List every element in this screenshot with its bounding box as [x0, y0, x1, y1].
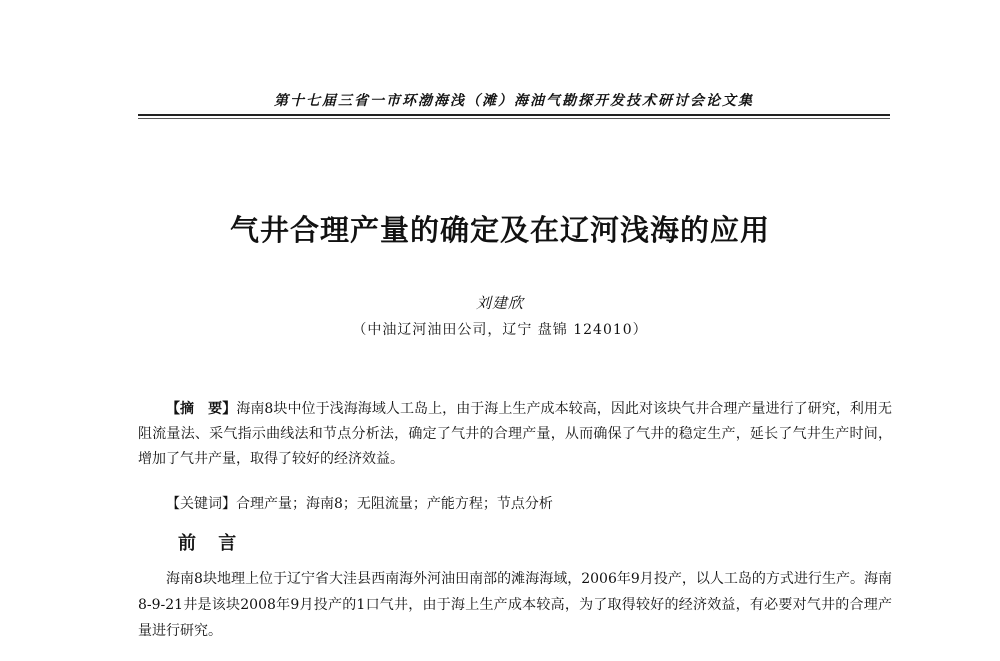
abstract-text: 海南8块中位于浅海海域人工岛上，由于海上生产成本较高，因此对该块气井合理产量进行了研究，利用无阻流量法、采气指示曲线法和节点分析法，确定了气井的合理产量，从而确保了气井的稳定生产，延长了气井生产时间，增加了气井产量，取得了较好的经济效益。	[138, 401, 893, 467]
keywords	[166, 492, 892, 517]
abstract-label: 【摘 要】	[166, 401, 237, 417]
author-affiliation: （中油辽河油田公司，辽宁 盘锦 124010）	[352, 322, 648, 338]
section-heading-preface: 前 言	[178, 533, 245, 554]
author-name: 刘建欣	[475, 294, 524, 312]
header-rule-thin	[138, 118, 890, 119]
keywords-label: 【关键词】	[166, 496, 236, 512]
intro-paragraph: 海南8块地理上位于辽宁省大洼县西南海外河油田南部的滩海海域，2006年9月投产，以人工岛的方式进行生产。海南8-9-21井是该块2008年9月投产的1口气井，由于海上生产成本较高，为了取得较好的经济效益，有必要对气井的合理产量进行研究。	[138, 571, 892, 639]
header-rule-thick	[138, 114, 890, 116]
paper-title: 气井合理产量的确定及在辽河浅海的应用	[229, 213, 770, 247]
keywords-text: 合理产量；海南8；无阻流量；产能方程；节点分析	[236, 496, 553, 512]
running-header: 第十七届三省一市环渤海浅（滩）海油气勘探开发技术研讨会论文集	[274, 93, 754, 109]
abstract	[138, 397, 892, 472]
